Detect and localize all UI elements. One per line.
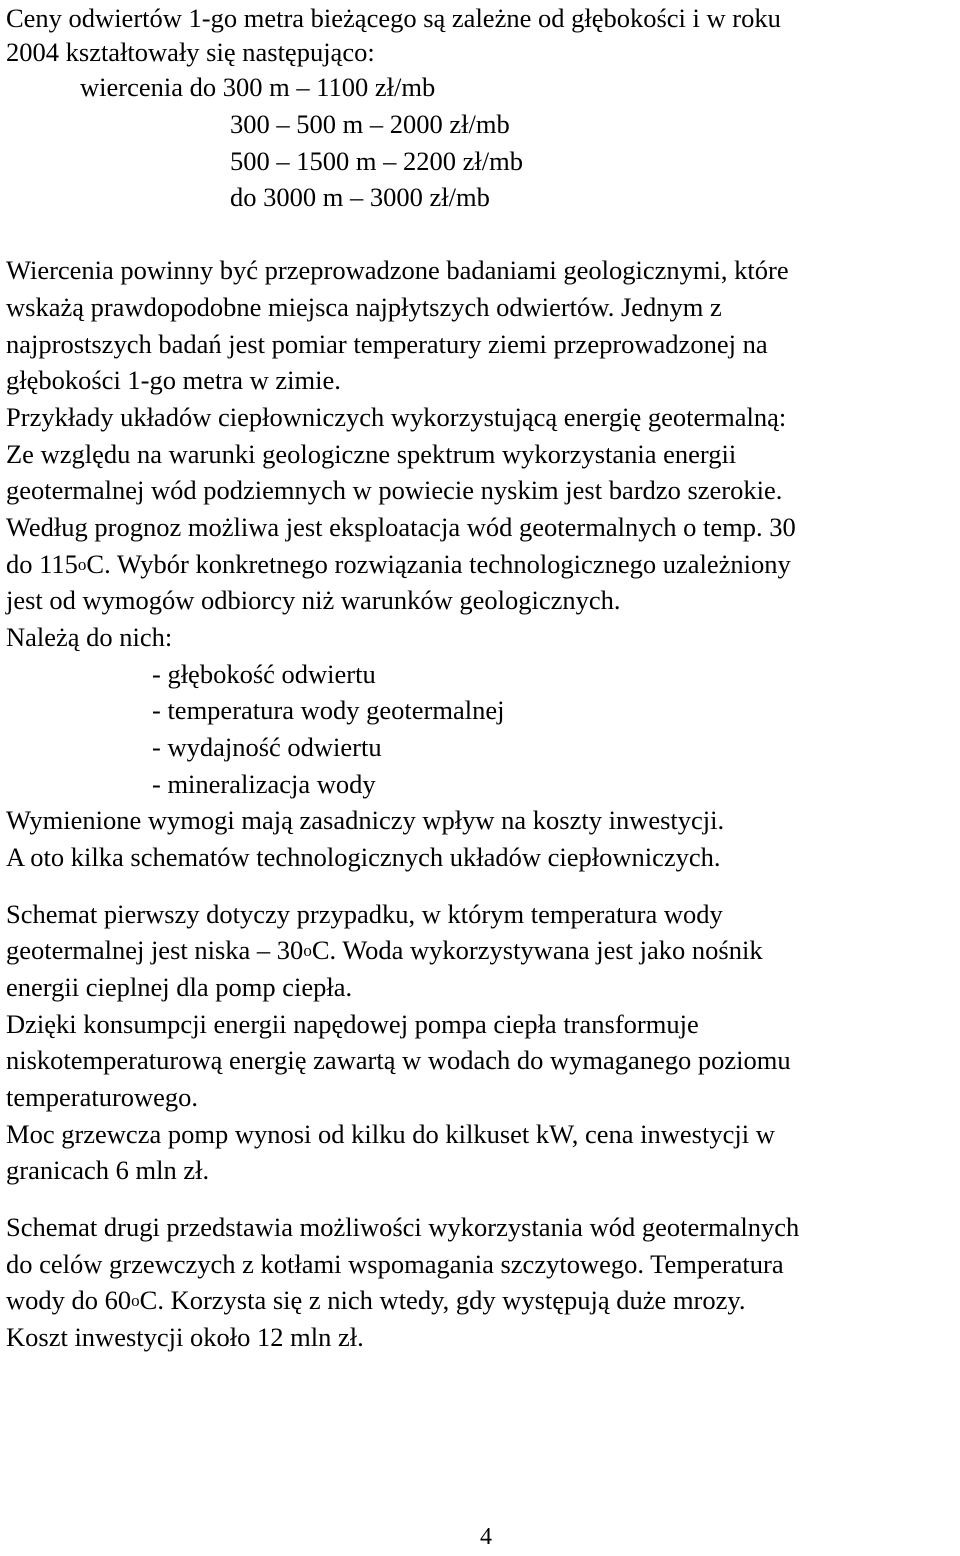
- body-line: najprostszych badań jest pomiar temperatury ziemi przeprowadzonej na: [6, 329, 768, 359]
- body-line: Dzięki konsumpcji energii napędowej pompa ciepła transformuje: [6, 1009, 699, 1039]
- body-line: geotermalnej wód podziemnych w powiecie nyskim jest bardzo szerokie.: [6, 475, 783, 505]
- body-line: Koszt inwestycji około 12 mln zł.: [6, 1322, 364, 1352]
- requirement-item: - wydajność odwiertu: [152, 732, 382, 762]
- body-line: jest od wymogów odbiorcy niż warunków geologicznych.: [6, 585, 621, 615]
- body-line: Ze względu na warunki geologiczne spektrum wykorzystania energii: [6, 439, 737, 469]
- body-line: Przykłady układów ciepłowniczych wykorzystującą energię geotermalną:: [6, 402, 787, 432]
- body-line: do celów grzewczych z kotłami wspomagania szczytowego. Temperatura: [6, 1249, 784, 1279]
- body-line: granicach 6 mln zł.: [6, 1155, 210, 1185]
- text-run: geotermalnej jest niska – 30: [6, 935, 304, 965]
- body-line: Moc grzewcza pomp wynosi od kilku do kilkuset kW, cena inwestycji w: [6, 1119, 775, 1149]
- body-line: Według prognoz możliwa jest eksploatacja wód geotermalnych o temp. 30: [6, 512, 796, 542]
- body-line: [6, 932, 763, 972]
- body-line: temperaturowego.: [6, 1082, 199, 1112]
- body-line: Wiercenia powinny być przeprowadzone badaniami geologicznymi, które: [6, 255, 789, 285]
- text-run: C. Korzysta się z nich wtedy, gdy występują duże mrozy.: [139, 1285, 746, 1315]
- body-line: Schemat pierwszy dotyczy przypadku, w którym temperatura wody: [6, 899, 723, 929]
- body-line: wskażą prawdopodobne miejsca najpłytszych odwiertów. Jednym z: [6, 292, 722, 322]
- price-item: 300 – 500 m – 2000 zł/mb: [230, 109, 510, 139]
- requirement-item: - mineralizacja wody: [152, 769, 376, 799]
- text-run: do 115: [6, 549, 78, 579]
- body-line: Należą do nich:: [6, 622, 173, 652]
- text-run: C. Woda wykorzystywana jest jako nośnik: [311, 935, 763, 965]
- degree-superscript: o: [303, 941, 312, 960]
- text-run: C. Wybór konkretnego rozwiązania technologicznego uzależniony: [86, 549, 791, 579]
- price-item: do 3000 m – 3000 zł/mb: [230, 182, 490, 212]
- body-line: Schemat drugi przedstawia możliwości wykorzystania wód geotermalnych: [6, 1212, 800, 1242]
- intro-line: 2004 kształtowały się następująco:: [6, 37, 375, 67]
- degree-superscript: o: [77, 555, 87, 574]
- body-line: Wymienione wymogi mają zasadniczy wpływ na koszty inwestycji.: [6, 805, 725, 835]
- degree-superscript: o: [131, 1291, 140, 1310]
- intro-line: Ceny odwiertów 1-go metra bieżącego są zależne od głębokości i w roku: [6, 3, 781, 33]
- text-run: wody do 60: [6, 1285, 132, 1315]
- price-item: 500 – 1500 m – 2200 zł/mb: [230, 146, 523, 176]
- body-line: [6, 1282, 746, 1322]
- body-line: A oto kilka schematów technologicznych układów ciepłowniczych.: [6, 842, 721, 872]
- body-line: głębokości 1-go metra w zimie.: [6, 365, 341, 395]
- body-line: energii cieplnej dla pomp ciepła.: [6, 972, 353, 1002]
- body-line: niskotemperaturową energię zawartą w wodach do wymaganego poziomu: [6, 1045, 791, 1075]
- requirement-item: - temperatura wody geotermalnej: [152, 695, 505, 725]
- price-item: wiercenia do 300 m – 1100 zł/mb: [80, 72, 436, 102]
- page-number: 4: [480, 1524, 492, 1550]
- requirement-item: - głębokość odwiertu: [152, 659, 376, 689]
- body-line: [6, 546, 791, 586]
